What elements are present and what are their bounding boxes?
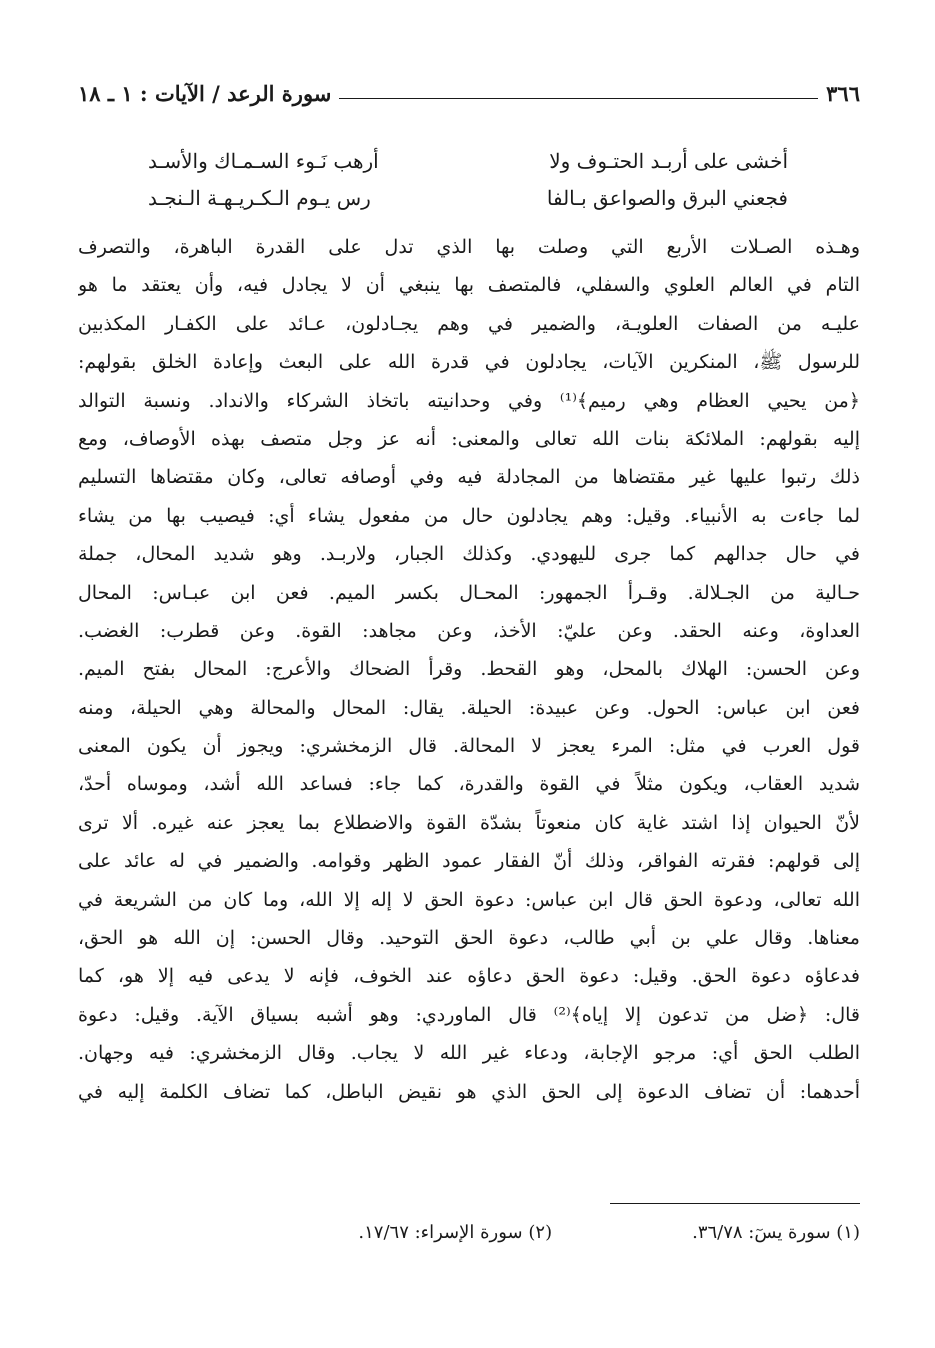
text-line: لأنّ الحيوان إذا اشتد غاية كان منعوتاً بشدّة القوة والاضطلاع بما يعجز عنه غيره. ألا ترى	[78, 811, 860, 834]
text-line: في حال جدالهم كما جرى لليهودي. وكذلك الجبار، ولاربـد. وهو شديد المحال، جملة	[78, 543, 860, 566]
verse-hemistich-second: رس يـوم الـكـريـهـة الـنجـد	[148, 185, 371, 210]
page-number: ٣٦٦	[826, 81, 860, 106]
verse-hemistich-first: أخشى على أربـد الحتـوف ولا	[549, 148, 788, 173]
text-line: عليـه من الصفات العلويـة، والضمير في وهم يجـادلون، عـائد على الكفـار المكذبين	[78, 312, 860, 335]
text-line: إليه بقولهم: الملائكة بنات الله تعالى والمعنى: أنه عز وجل متصف بهذه الأوصاف، ومع	[78, 427, 860, 450]
book-page	[78, 72, 860, 1282]
text-line: قال: ﴿ضل من تدعون إلا إياه﴾⁽²⁾ قال الماوردي: وهو أشبه بسياق الآية. وقيل: دعوة	[78, 1003, 860, 1026]
verse-hemistich-first: فجعني البرق والصواعق بـالفا	[546, 185, 788, 210]
text-line: فعن ابن عباس: الحول. وعن عبيدة: الحيلة. يقال: المحال والمحالة وهي الحيلة، ومنه	[78, 696, 860, 719]
text-line: قول العرب في مثل: المرء يعجز لا المحالة. قال الزمخشري: ويجوز أن يكون المعنى	[78, 735, 860, 758]
text-line: حـالية من الجـلالة. وقـرأ الجمهور: المحـال بكسر الميم. فعن ابن عبـاس: المحال	[78, 581, 860, 604]
running-head	[78, 72, 860, 106]
text-line: الطلب الحق أي: مرجو الإجابة، ودعاء غير الله لا يجاب. وقال الزمخشري: فيه وجهان.	[78, 1042, 860, 1065]
text-line: للرسول ﷺ، المنكرين الآيات، يجادلون في قدرة الله على البعث وإعادة الخلق بقولهم:	[78, 351, 860, 374]
text-line: لما جاءت به الأنبياء. وقيل: وهم يجادلون حال من مفعول يشاء أي: فيصيب بها من يشاء	[78, 504, 860, 527]
text-line: ﴿من يحيي العظام وهي رميم﴾⁽¹⁾ وفي وحدانيته باتخاذ الشركاء والانداد. ونسبة التوالد	[78, 389, 860, 412]
surah-title: سورة الرعد / الآيات : ١ ـ ١٨	[78, 81, 332, 106]
verse-line	[148, 179, 788, 216]
verse-hemistich-second: أرهب نَـوء السـمـاك والأسـد	[148, 148, 379, 173]
text-line: العداوة، وعنه الحقد. وعن عليّ: الأخذ، وعن مجاهد: القوة. وعن قطرب: الغضب.	[78, 619, 860, 642]
footnotes	[78, 1222, 860, 1243]
text-line: وهـذه الصـلات الأربع التي وصلت بها الذي تدل على القدرة الباهرة، والتصرف	[78, 236, 860, 258]
footnote-2: (٢) سورة الإسراء: ١٧/٦٧.	[358, 1222, 553, 1243]
text-line: التام في العالم العلوي والسفلي، فالمتصف بها ينبغي أن لا يجادل فيه، وأن يعتقد ما هو	[78, 274, 860, 297]
poetry-verse	[148, 142, 788, 216]
text-line: أحدهما: أن تضاف الدعوة إلى الحق الذي هو نقيض الباطل، كما تضاف الكلمة إليه في	[78, 1080, 860, 1103]
text-line: وعن الحسن: الهلاك بالمحل، وهو القحط. وقرأ الضحاك والأعرج: المحال بفتح الميم.	[78, 658, 860, 681]
text-line: ذلك رتبوا عليها غير مقتضاها من المجادلة فيه وفي أوصافه تعالى، وكان مقتضاها التسليم	[78, 466, 860, 489]
verse-line	[148, 142, 788, 179]
header-rule	[339, 98, 818, 99]
text-line: معناها. وقال علي بن أبي طالب، دعوة الحق التوحيد. وقال الحسن: إن الله هو الحق،	[78, 927, 860, 950]
body-text	[78, 228, 860, 1111]
text-line: الله تعالى، ودعوة الحق قال ابن عباس: دعوة الحق لا إله إلا الله، وما كان من الشريعة في	[78, 888, 860, 911]
text-line: شديد العقاب، ويكون مثلاً في القوة والقدرة، كما جاء: فساعد الله أشد، وموساه أحدّ،	[78, 773, 860, 796]
text-line: فدعاؤه دعوة الحق. وقيل: دعوة الحق دعاؤه عند الخوف، فإنه لا يدعى فيه إلا هو، كما	[78, 965, 860, 988]
text-line: إلى قولهم: فقرته الفواقر، وذلك أنّ الفقار عمود الظهر وقوامه. والضمير في له عائد على	[78, 850, 860, 873]
footnote-rule	[610, 1203, 860, 1204]
footnote-1: (١) سورة يسٓ: ٣٦/٧٨.	[692, 1222, 860, 1243]
